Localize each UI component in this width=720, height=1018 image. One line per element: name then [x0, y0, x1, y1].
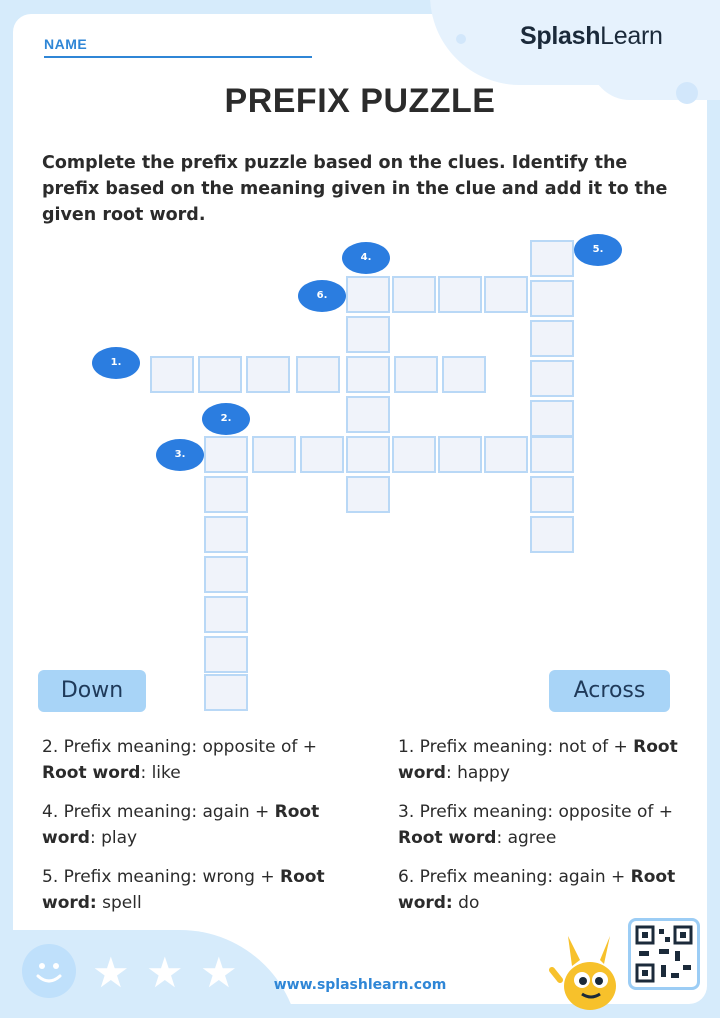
- clue-number-badge: 6.: [298, 280, 346, 312]
- instructions: Complete the prefix puzzle based on the clues. Identify the prefix based on the meaning given in the clue and add it to the given root word.: [42, 153, 668, 225]
- crossword-cell[interactable]: [204, 436, 248, 473]
- splashlearn-logo: SplashLearn: [520, 22, 663, 50]
- crossword-cell[interactable]: [204, 674, 248, 711]
- crossword-cell[interactable]: [346, 356, 390, 393]
- clue-number-badge: 1.: [92, 347, 140, 379]
- crossword-cell[interactable]: [438, 276, 482, 313]
- crossword-cell[interactable]: [530, 400, 574, 437]
- crossword-cell[interactable]: [204, 516, 248, 553]
- crossword-cell[interactable]: [346, 476, 390, 513]
- clue-number-badge: 2.: [202, 403, 250, 435]
- crossword-cell[interactable]: [484, 276, 528, 313]
- star-icon: ★: [92, 948, 130, 997]
- crossword-cell[interactable]: [246, 356, 290, 393]
- down-clue-5: 5. Prefix meaning: wrong + Root word: spell: [42, 867, 325, 913]
- crossword-cell[interactable]: [530, 476, 574, 513]
- crossword-cell[interactable]: [198, 356, 242, 393]
- crossword-cell[interactable]: [392, 436, 436, 473]
- crossword-cell[interactable]: [296, 356, 340, 393]
- crossword-cell[interactable]: [204, 596, 248, 633]
- star-icon: ★: [200, 948, 238, 997]
- crossword-cell[interactable]: [150, 356, 194, 393]
- crossword-cell[interactable]: [394, 356, 438, 393]
- footer-url: www.splashlearn.com: [273, 977, 447, 993]
- clue-number-badge: 3.: [156, 439, 204, 471]
- across-section-label: Across: [549, 670, 670, 712]
- decor-dot: [456, 34, 466, 44]
- down-clue-2: 2. Prefix meaning: opposite of + Root word: like: [42, 737, 317, 783]
- clue-number-badge: 4.: [342, 242, 390, 274]
- crossword-cell[interactable]: [252, 436, 296, 473]
- clue-number-badge: 5.: [574, 234, 622, 266]
- crossword-cell[interactable]: [392, 276, 436, 313]
- name-label: NAME: [44, 36, 88, 52]
- crossword-cell[interactable]: [530, 320, 574, 357]
- star-icon: ★: [146, 948, 184, 997]
- name-line: [44, 56, 312, 58]
- crossword-cell[interactable]: [530, 360, 574, 397]
- page-title: PREFIX PUZZLE: [224, 82, 496, 120]
- down-clue-4: 4. Prefix meaning: again + Root word: play: [42, 802, 320, 848]
- crossword-cell[interactable]: [442, 356, 486, 393]
- crossword-cell[interactable]: [438, 436, 482, 473]
- crossword-cell[interactable]: [484, 436, 528, 473]
- crossword-cell[interactable]: [530, 280, 574, 317]
- mascot-icon: [548, 930, 628, 1010]
- across-clue-3: 3. Prefix meaning: opposite of + Root word: agree: [398, 802, 673, 848]
- across-clue-1: 1. Prefix meaning: not of + Root word: happy: [398, 737, 678, 783]
- qr-code-icon: [628, 918, 700, 990]
- crossword-cell[interactable]: [300, 436, 344, 473]
- down-section-label: Down: [38, 670, 146, 712]
- crossword-cell[interactable]: [530, 516, 574, 553]
- crossword-cell[interactable]: [346, 276, 390, 313]
- crossword-cell[interactable]: [346, 316, 390, 353]
- crossword-cell[interactable]: [204, 636, 248, 673]
- crossword-cell[interactable]: [530, 436, 574, 473]
- crossword-cell[interactable]: [204, 476, 248, 513]
- crossword-cell[interactable]: [204, 556, 248, 593]
- across-clue-6: 6. Prefix meaning: again + Root word: do: [398, 867, 676, 913]
- crossword-cell[interactable]: [346, 436, 390, 473]
- crossword-cell[interactable]: [346, 396, 390, 433]
- crossword-cell[interactable]: [530, 240, 574, 277]
